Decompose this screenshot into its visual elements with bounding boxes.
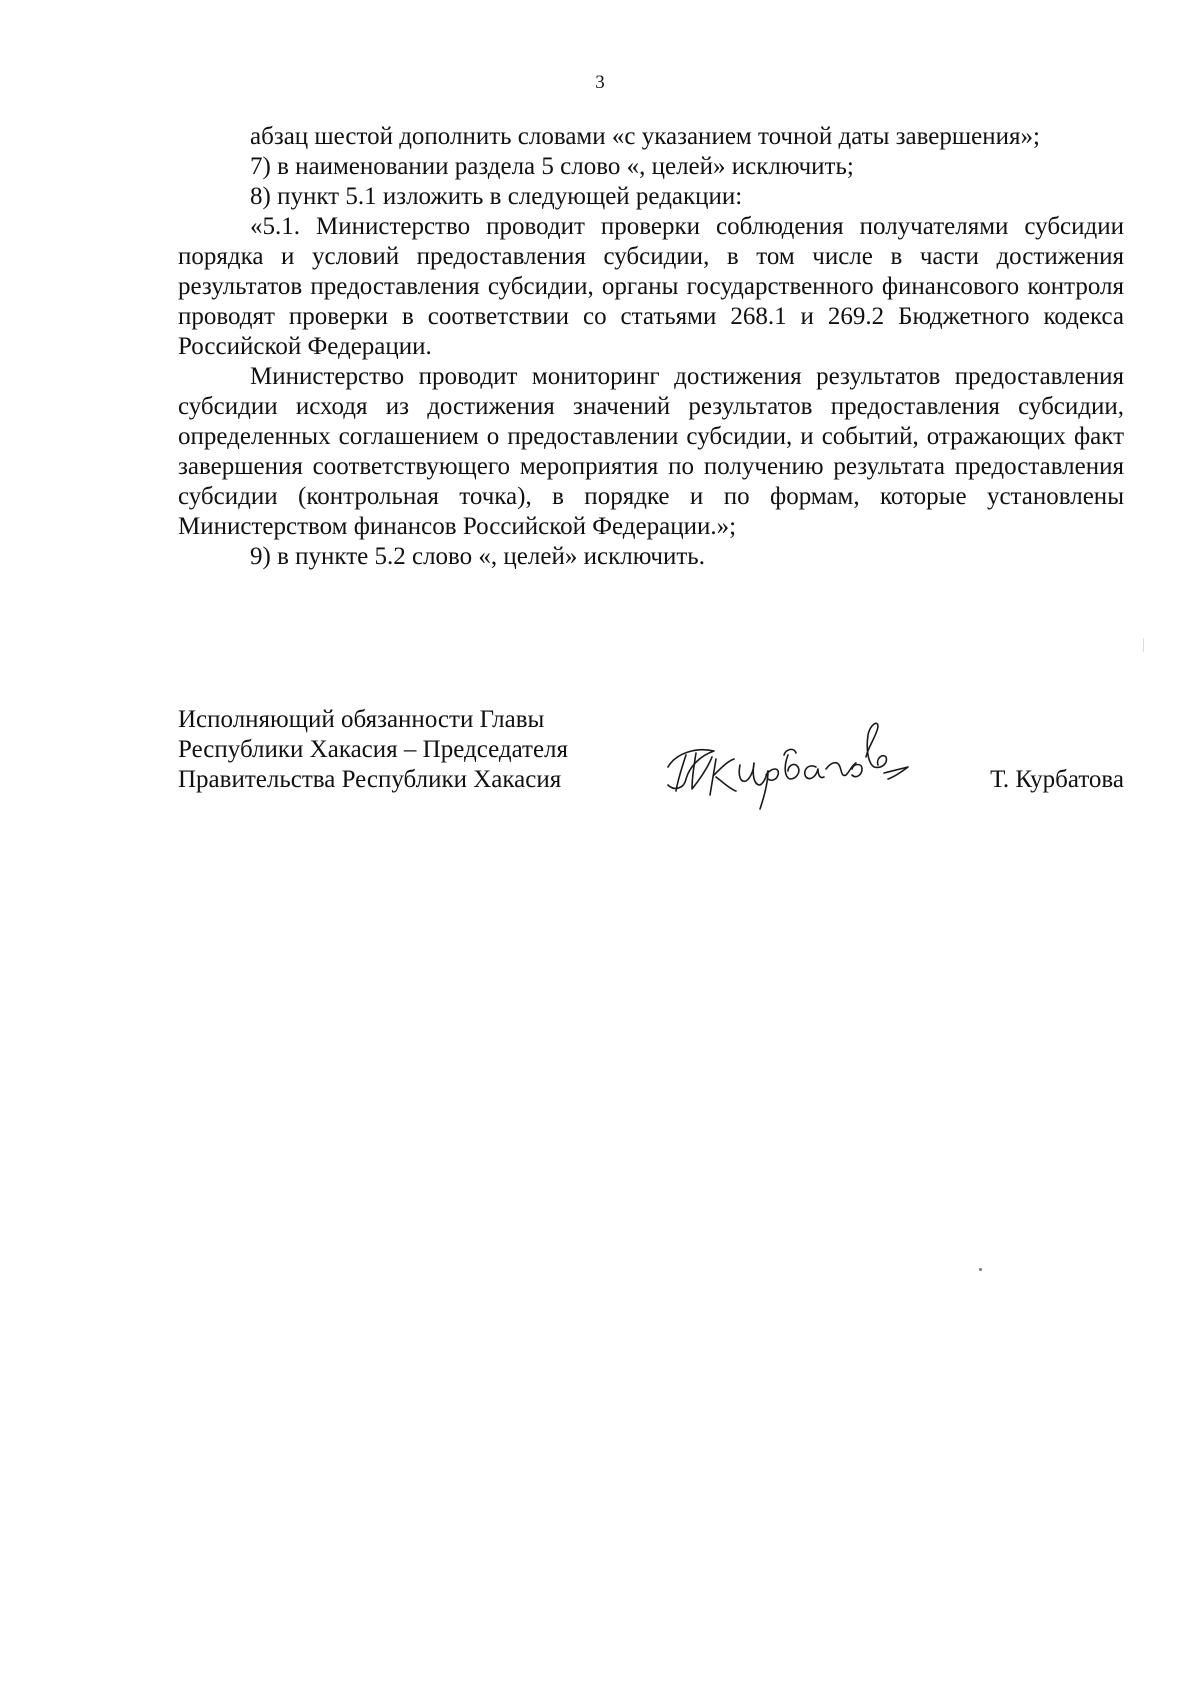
- signatory-position-line: Исполняющий обязанности Главы: [178, 706, 545, 733]
- signatory-position-line: Республики Хакасия – Председателя: [178, 736, 569, 763]
- paragraph-item-8: 8) пункт 5.1 изложить в следующей редакции:: [250, 183, 743, 210]
- paragraph-clause-5-1: «5.1. Министерство проводит проверки соблюдения получателями субсидии порядка и условий предоставления субсидии, в том числе в части достижения результатов предоставления субсидии, органы государственного финансового контроля проводят проверки в соответствии со статьями 268.1 и 269.2 Бюджетного кодекса Российской Федерации.: [178, 213, 1124, 360]
- signature-block: [178, 705, 1124, 815]
- signatory-position: [178, 705, 608, 795]
- scan-speck: [979, 1268, 982, 1271]
- document-body: [178, 122, 1124, 572]
- paragraph-paragraph-six-addition: абзац шестой дополнить словами «с указанием точной даты завершения»;: [250, 123, 1040, 150]
- paragraph-item-7: 7) в наименовании раздела 5 слово «, целей» исключить;: [250, 153, 854, 180]
- signatory-position-line: Правительства Республики Хакасия: [178, 766, 562, 793]
- paragraph-monitoring: Министерство проводит мониторинг достижения результатов предоставления субсидии исходя из достижения значений результатов предоставления субсидии, определенных соглашением о предоставлении субсидии, и событий, отражающих факт завершения соответствующего мероприятия по получению результата предоставления субсидии (контрольная точка), в порядке и по формам, которые установлены Министерством финансов Российской Федерации.»;: [178, 363, 1124, 540]
- scan-speck: [1143, 638, 1144, 652]
- paragraph-item-9: 9) в пункте 5.2 слово «, целей» исключить.: [250, 543, 705, 570]
- page-number: 3: [595, 72, 605, 93]
- handwritten-signature: [656, 705, 926, 815]
- signatory-name: Т. Курбатова: [990, 766, 1124, 793]
